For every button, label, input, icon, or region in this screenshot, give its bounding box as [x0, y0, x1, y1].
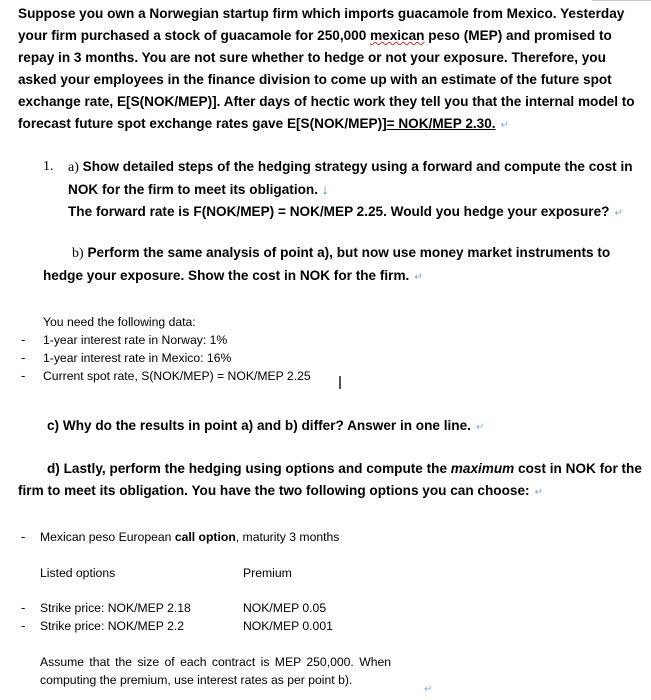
bullet-dash: - [21, 618, 26, 633]
intro-line-2: your firm purchased a stock of guacamole for 250,000 mexican peso (MEP) and promised to [18, 28, 612, 43]
intro-line-4: asked your employees in the finance division to come up with an estimate of the future spot [18, 72, 612, 87]
arrow-down-icon: ↓ [321, 182, 329, 197]
text-cursor [339, 376, 341, 389]
option-premium: NOK/MEP 0.001 [243, 619, 333, 633]
intro-line-6: forecast future spot exchange rates gave E[S(NOK/MEP)]= NOK/MEP 2.30. ↵ [18, 116, 509, 131]
question-1b-line-2: hedge your exposure. Show the cost in NOK for the firm. [43, 268, 410, 283]
data-heading: You need the following data: [43, 315, 196, 329]
option-description: Mexican peso European call option, maturity 3 months [40, 530, 340, 544]
intro-line-3: repay in 3 months. You are not sure whether to hedge or not your exposure. Therefore, you [18, 50, 606, 65]
bullet-dash: - [21, 350, 26, 365]
question-1a-line-1: Show detailed steps of the hedging strategy using a forward and compute the cost in [78, 159, 633, 174]
question-1a-line-3: The forward rate is F(NOK/MEP) = NOK/MEP 2.25. Would you hedge your exposure? [68, 204, 610, 219]
return-icon: ↵ [414, 272, 423, 283]
bullet-dash: - [21, 600, 26, 615]
contract-note-line-1: Assume that the size of each contract is MEP 250,000. When [40, 655, 392, 669]
emphasis-maximum: maximum [450, 461, 515, 476]
bullet-dash: - [21, 368, 26, 383]
return-icon: ↵ [534, 487, 543, 498]
question-letter: b) [72, 246, 84, 261]
question-letter: a) [68, 160, 79, 175]
option-strike: Strike price: NOK/MEP 2.2 [40, 619, 185, 633]
question-1c: c) Why do the results in point a) and b) differ? Answer in one line. ↵ [47, 418, 485, 433]
option-premium: NOK/MEP 0.05 [243, 601, 327, 615]
return-icon: ↵ [475, 422, 485, 433]
intro-paragraph [18, 3, 635, 137]
data-item: 1-year interest rate in Norway: 1% [43, 333, 228, 347]
misspelled-word: mexican [370, 28, 425, 43]
column-header-listed-options: Listed options [40, 566, 116, 580]
intro-line-5: exchange rate, E[S(NOK/MEP)]. After days of hectic work they tell you that the internal model to [18, 94, 635, 109]
question-1a [68, 156, 633, 225]
contract-note [40, 653, 391, 689]
bullet-dash: - [21, 332, 26, 347]
data-item: Current spot rate, S(NOK/MEP) = NOK/MEP 2.25 [43, 369, 311, 383]
question-number: 1. [43, 159, 54, 174]
option-strike: Strike price: NOK/MEP 2.18 [40, 601, 191, 615]
question-1b-line-1: Perform the same analysis of point a), but now use money market instruments to [83, 245, 611, 260]
bullet-dash: - [21, 529, 26, 544]
return-icon: ↵ [614, 208, 623, 219]
top-divider [592, 0, 651, 1]
return-icon: ↵ [424, 684, 433, 695]
intro-line-1: Suppose you own a Norwegian startup firm which imports guacamole from Mexico. Yesterday [18, 6, 625, 21]
contract-note-line-2: computing the premium, use interest rates as per point b). [40, 673, 353, 687]
question-1d: d) Lastly, perform the hedging using options and compute the maximum cost in NOK for the firm to meet its obligation. You have the two following options you can choose: ↵ [18, 461, 642, 498]
question-1a-line-2: NOK for the firm to meet its obligation. [68, 182, 318, 197]
data-item: 1-year interest rate in Mexico: 16% [43, 351, 232, 365]
return-icon: ↵ [500, 120, 509, 131]
column-header-premium: Premium [243, 566, 292, 580]
question-1b [43, 242, 610, 289]
